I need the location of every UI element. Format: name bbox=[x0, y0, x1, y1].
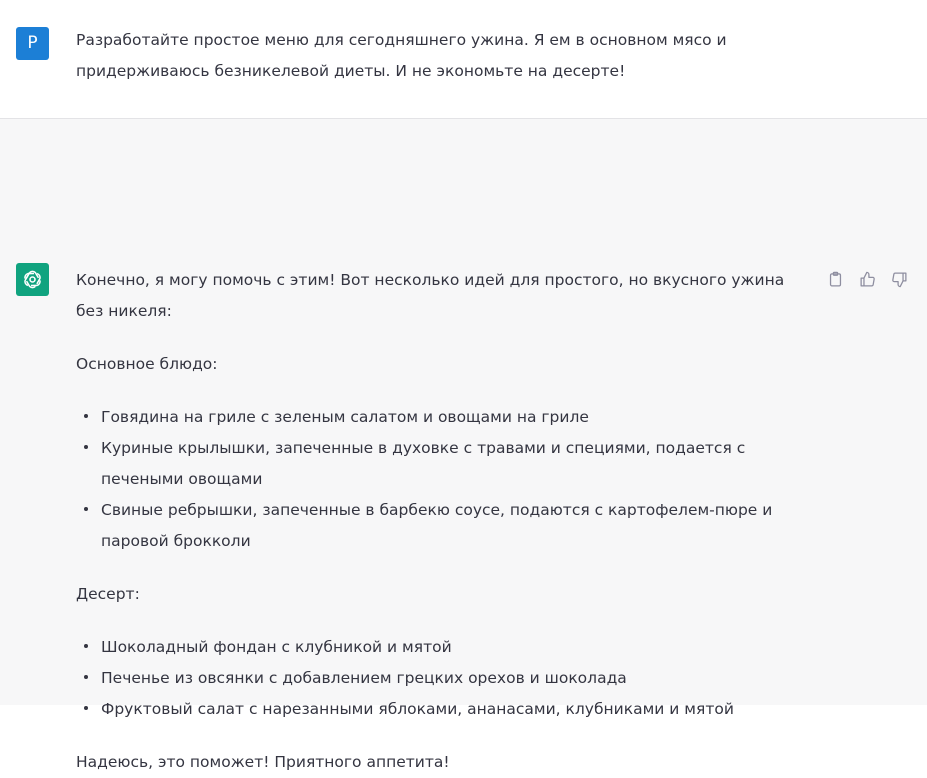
clipboard-icon bbox=[827, 271, 844, 288]
list-item: Куриные крылышки, запеченные в духовке с травами и специями, подается с печеными овощами bbox=[76, 433, 816, 495]
thumbs-down-icon bbox=[891, 271, 908, 288]
assistant-intro: Конечно, я могу помочь с этим! Вот несколько идей для простого, но вкусного ужина без никеля: bbox=[76, 271, 785, 320]
openai-logo-icon bbox=[21, 268, 44, 291]
user-message bbox=[0, 0, 927, 119]
dessert-heading: Десерт: bbox=[76, 585, 140, 603]
assistant-closing: Надеюсь, это поможет! Приятного аппетита! bbox=[76, 753, 450, 771]
thumbs-up-icon bbox=[859, 271, 876, 288]
copy-button[interactable] bbox=[824, 269, 846, 289]
main-course-heading: Основное блюдо: bbox=[76, 355, 218, 373]
list-item: Шоколадный фондан с клубникой и мятой bbox=[76, 632, 816, 663]
assistant-message-content bbox=[76, 265, 816, 778]
dessert-list bbox=[76, 632, 816, 725]
list-item: Фруктовый салат с нарезанными яблоками, ананасами, клубниками и мятой bbox=[76, 694, 816, 725]
message-actions bbox=[824, 269, 910, 289]
assistant-message bbox=[0, 119, 927, 771]
assistant-avatar bbox=[16, 263, 49, 296]
thumbs-up-button[interactable] bbox=[856, 269, 878, 289]
list-item: Говядина на гриле с зеленым салатом и овощами на гриле bbox=[76, 402, 816, 433]
thumbs-down-button[interactable] bbox=[888, 269, 910, 289]
list-item: Печенье из овсянки с добавлением грецких орехов и шоколада bbox=[76, 663, 816, 694]
user-message-text: Разработайте простое меню для сегодняшнего ужина. Я ем в основном мясо и придерживаюсь безникелевой диеты. И не экономьте на десерте! bbox=[76, 31, 727, 80]
user-avatar: P bbox=[16, 27, 49, 60]
list-item: Свиные ребрышки, запеченные в барбекю соусе, подаются с картофелем-пюре и паровой брокколи bbox=[76, 495, 816, 557]
main-course-list bbox=[76, 402, 816, 557]
